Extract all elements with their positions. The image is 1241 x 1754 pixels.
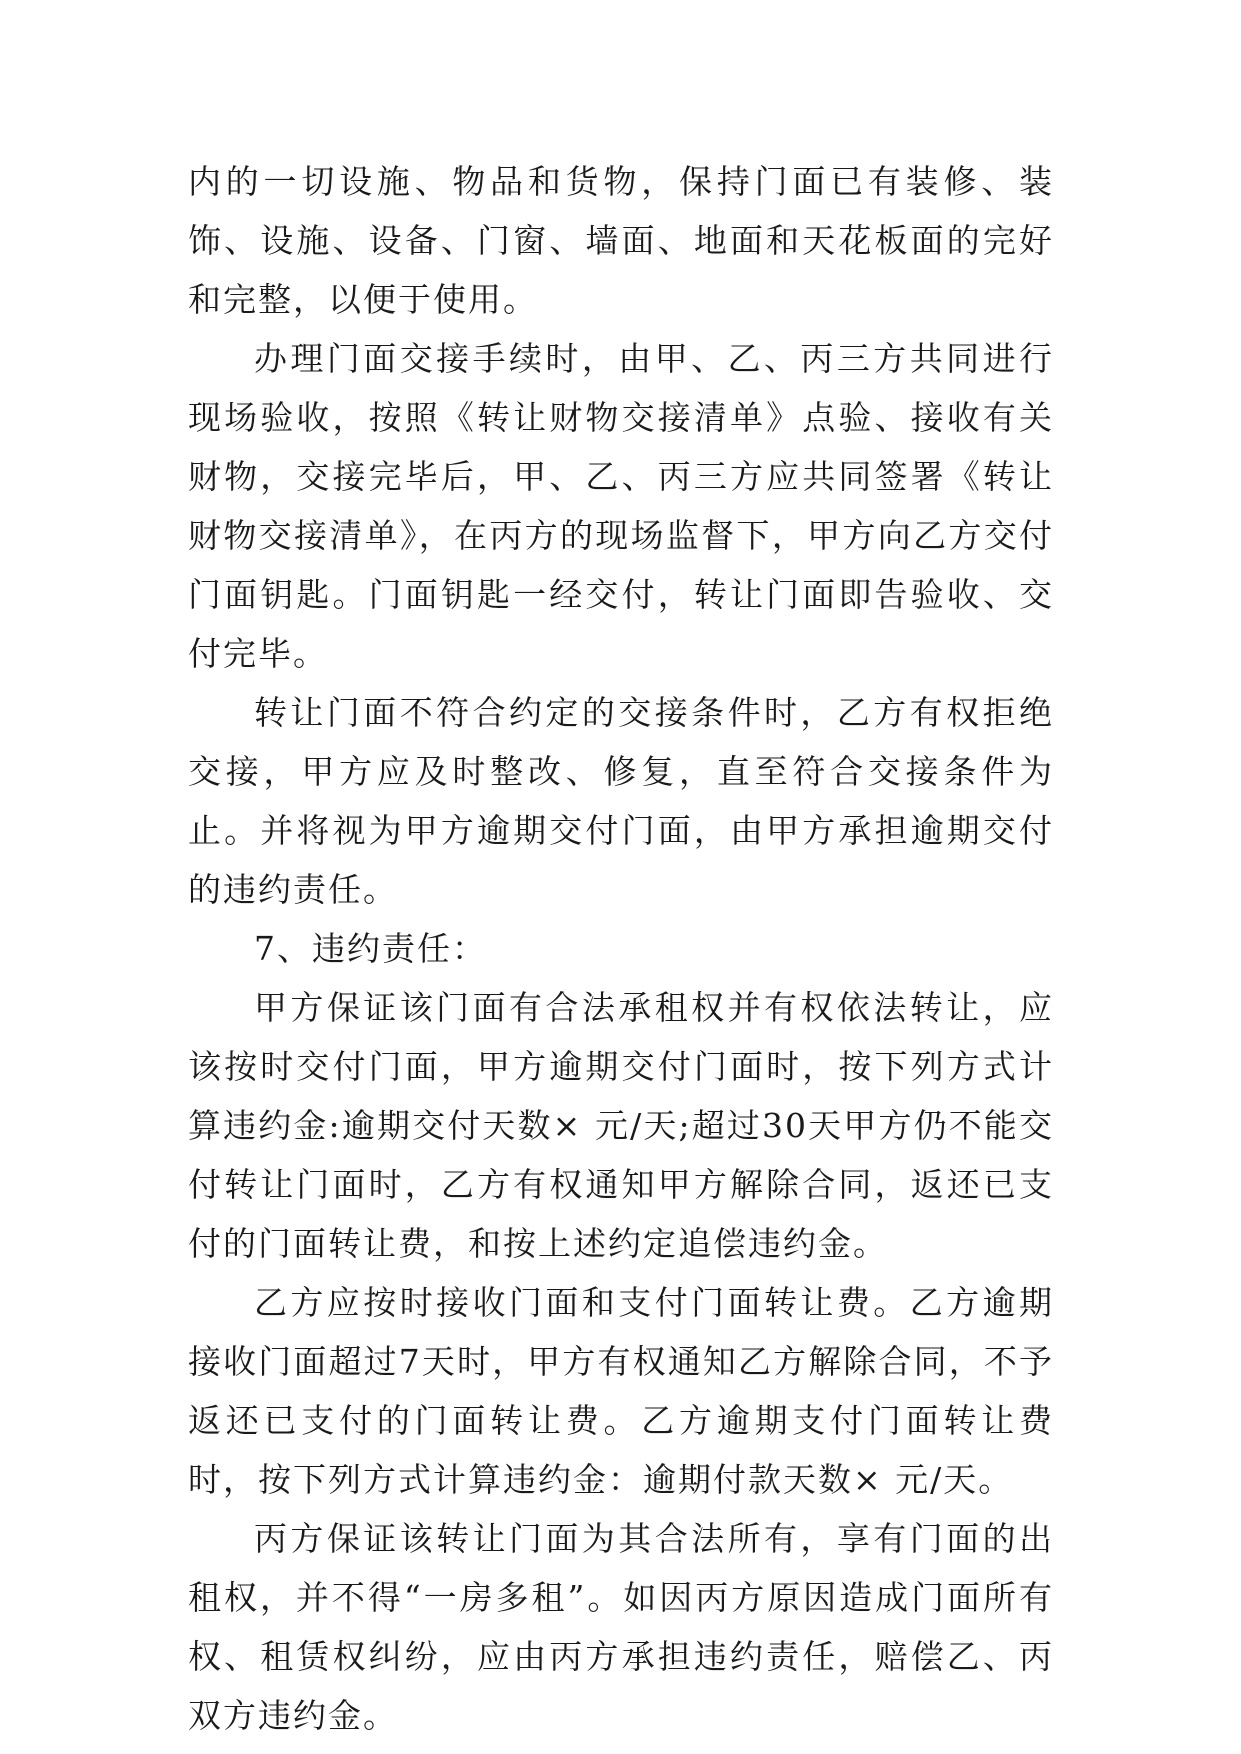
- document-body: [188, 152, 1054, 1745]
- paragraph-party-c-liability: 丙方保证该转让门面为其合法所有，享有门面的出租权，并不得“一房多租”。如因丙方原因造成门面所有权、租赁权纠纷，应由丙方承担违约责任，赔偿乙、丙双方违约金。: [188, 1519, 1054, 1735]
- paragraph-handover-conditions: 转让门面不符合约定的交接条件时，乙方有权拒绝交接，甲方应及时整改、修复，直至符合交接条件为止。并将视为甲方逾期交付门面，由甲方承担逾期交付的违约责任。: [188, 693, 1054, 909]
- paragraph-facilities-continued: 内的一切设施、物品和货物，保持门面已有装修、装饰、设施、设备、门窗、墙面、地面和天花板面的完好和完整，以便于使用。: [188, 162, 1054, 319]
- paragraph-party-a-liability: 甲方保证该门面有合法承租权并有权依法转让，应该按时交付门面，甲方逾期交付门面时，按下列方式计算违约金:逾期交付天数× 元/天;超过30天甲方仍不能交付转让门面时，乙方有权通知甲方解除合同，返还已支付的门面转让费，和按上述约定追偿违约金。: [188, 988, 1054, 1263]
- paragraph-handover-procedure: 办理门面交接手续时，由甲、乙、丙三方共同进行现场验收，按照《转让财物交接清单》点验、接收有关财物，交接完毕后，甲、乙、丙三方应共同签署《转让财物交接清单》，在丙方的现场监督下，甲方向乙方交付门面钥匙。门面钥匙一经交付，转让门面即告验收、交付完毕。: [188, 339, 1054, 673]
- paragraph-party-b-liability: 乙方应按时接收门面和支付门面转让费。乙方逾期接收门面超过7天时，甲方有权通知乙方解除合同，不予返还已支付的门面转让费。乙方逾期支付门面转让费时，按下列方式计算违约金：逾期付款天数× 元/天。: [188, 1283, 1054, 1499]
- section-heading-liability: 7、违约责任：: [254, 929, 487, 968]
